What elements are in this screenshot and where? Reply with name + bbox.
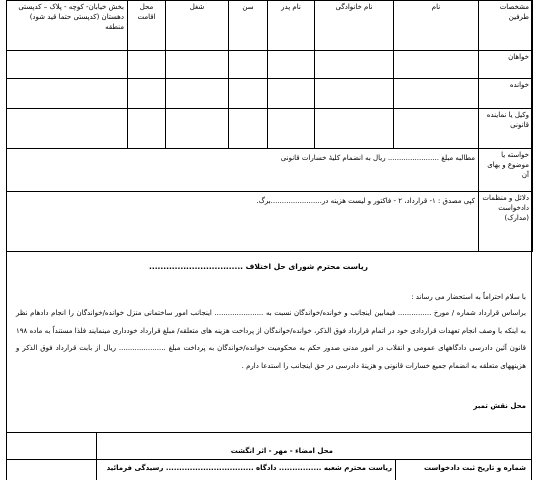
referral-text[interactable]: ریاست محترم شعبه ................ دادگاه ................................. رسیدگی فرمائید [106, 464, 392, 472]
defendant-age-field[interactable] [229, 79, 268, 109]
claim-text[interactable]: مطالبه مبلغ ....................... ریال به انضمام کلیهٔ خسارات قانونی [7, 149, 479, 192]
col-residence: محل اقامت [128, 1, 166, 51]
lawyer-job-field[interactable] [166, 109, 229, 149]
defendant-last-name-field[interactable] [315, 79, 394, 109]
lawyer-last-name-field[interactable] [315, 109, 394, 149]
greeting-text: با سلام احتراماً به استحضار می رساند : [411, 293, 526, 301]
footer-column-border [395, 459, 396, 480]
stamp-box-border [96, 432, 97, 480]
lawyer-first-name-field[interactable] [394, 109, 479, 149]
defendant-label: خوانده [479, 79, 533, 109]
defendant-residence-field[interactable] [128, 79, 166, 109]
stamp-place-label: محل نقش تمبر [473, 402, 526, 410]
plaintiff-father-name-field[interactable] [268, 51, 315, 79]
plaintiff-first-name-field[interactable] [394, 51, 479, 79]
defendant-address-field[interactable] [7, 79, 128, 109]
defendant-row [7, 79, 533, 109]
signature-divider [6, 432, 532, 433]
evidence-row [7, 192, 533, 252]
defendant-job-field[interactable] [166, 79, 229, 109]
lawyer-age-field[interactable] [229, 109, 268, 149]
evidence-text[interactable]: کپی مصدق : ۱- قرارداد، ۲ - فاکتور و لیست هزینه در.......................برگ. [7, 192, 479, 252]
lawyer-label: وکیل یا نماینده قانونی [479, 109, 533, 149]
council-title: ریاست محترم شورای حل اختلاف ................................. [149, 262, 368, 271]
col-age: سن [229, 1, 268, 51]
plaintiff-job-field[interactable] [166, 51, 229, 79]
header-row [7, 1, 533, 51]
col-job: شغل [166, 1, 229, 51]
footer-divider [6, 459, 532, 460]
claim-label: خواسته یا موضوع و بهای آن [479, 149, 533, 192]
sign-place-label: محل امضاء - مهر - اثر انگشت [230, 447, 333, 455]
lawyer-row [7, 109, 533, 149]
plaintiff-last-name-field[interactable] [315, 51, 394, 79]
col-last-name: نام خانوادگی [315, 1, 394, 51]
plaintiff-age-field[interactable] [229, 51, 268, 79]
col-parties: مشخصات طرفین [479, 1, 533, 51]
petition-body: براساس قرارداد شماره / مورخ ............... فیمابین اینجانب و خوانده/خواندگان نسبت به ...................... اینجانب امور ساختمانی منزل خوانده/خواندگان را انجام دادهام نظر به اینکه با وصف انجام تعهدات قراردادی خود در اتمام قرارداد فوق الذکر، خوانده/خواندگان از پرداخت هزینه های متعلقه/ مبلغ قرارداد خودداری مینمایند فلذا مستنداً به ماده ۱۹۸ قانون آئین دادرسی دادگاههای عمومی و انقلاب در امور مدنی صدور حکم به محکومیت خوانده/خواندگان به پرداخت مبلغ ..................... ریال از بابت قرارداد فوق الذکر و هزینههای متعلقه به انضمام جمیع خسارات قانونی و هزینهٔ دادرسی در حق اینجانب را استدعا دارم . [16, 309, 526, 370]
col-first-name: نام [394, 1, 479, 51]
plaintiff-row [7, 51, 533, 79]
defendant-first-name-field[interactable] [394, 79, 479, 109]
parties-table [6, 0, 533, 252]
defendant-father-name-field[interactable] [268, 79, 315, 109]
lawyer-address-field[interactable] [7, 109, 128, 149]
plaintiff-address-field[interactable] [7, 51, 128, 79]
evidence-label: دلائل و منظمات دادخواست (مدارک) [479, 192, 533, 252]
plaintiff-residence-field[interactable] [128, 51, 166, 79]
claim-row [7, 149, 533, 192]
col-address: بخش خیابان- کوچه - پلاک – کدپستی دهستان (کدپستی حتما قید شود) منطقه [7, 1, 128, 51]
lawyer-residence-field[interactable] [128, 109, 166, 149]
lawyer-father-name-field[interactable] [268, 109, 315, 149]
registration-label: شماره و تاریخ ثبت دادخواست [423, 464, 526, 472]
plaintiff-label: خواهان [479, 51, 533, 79]
col-father-name: نام پدر [268, 1, 315, 51]
